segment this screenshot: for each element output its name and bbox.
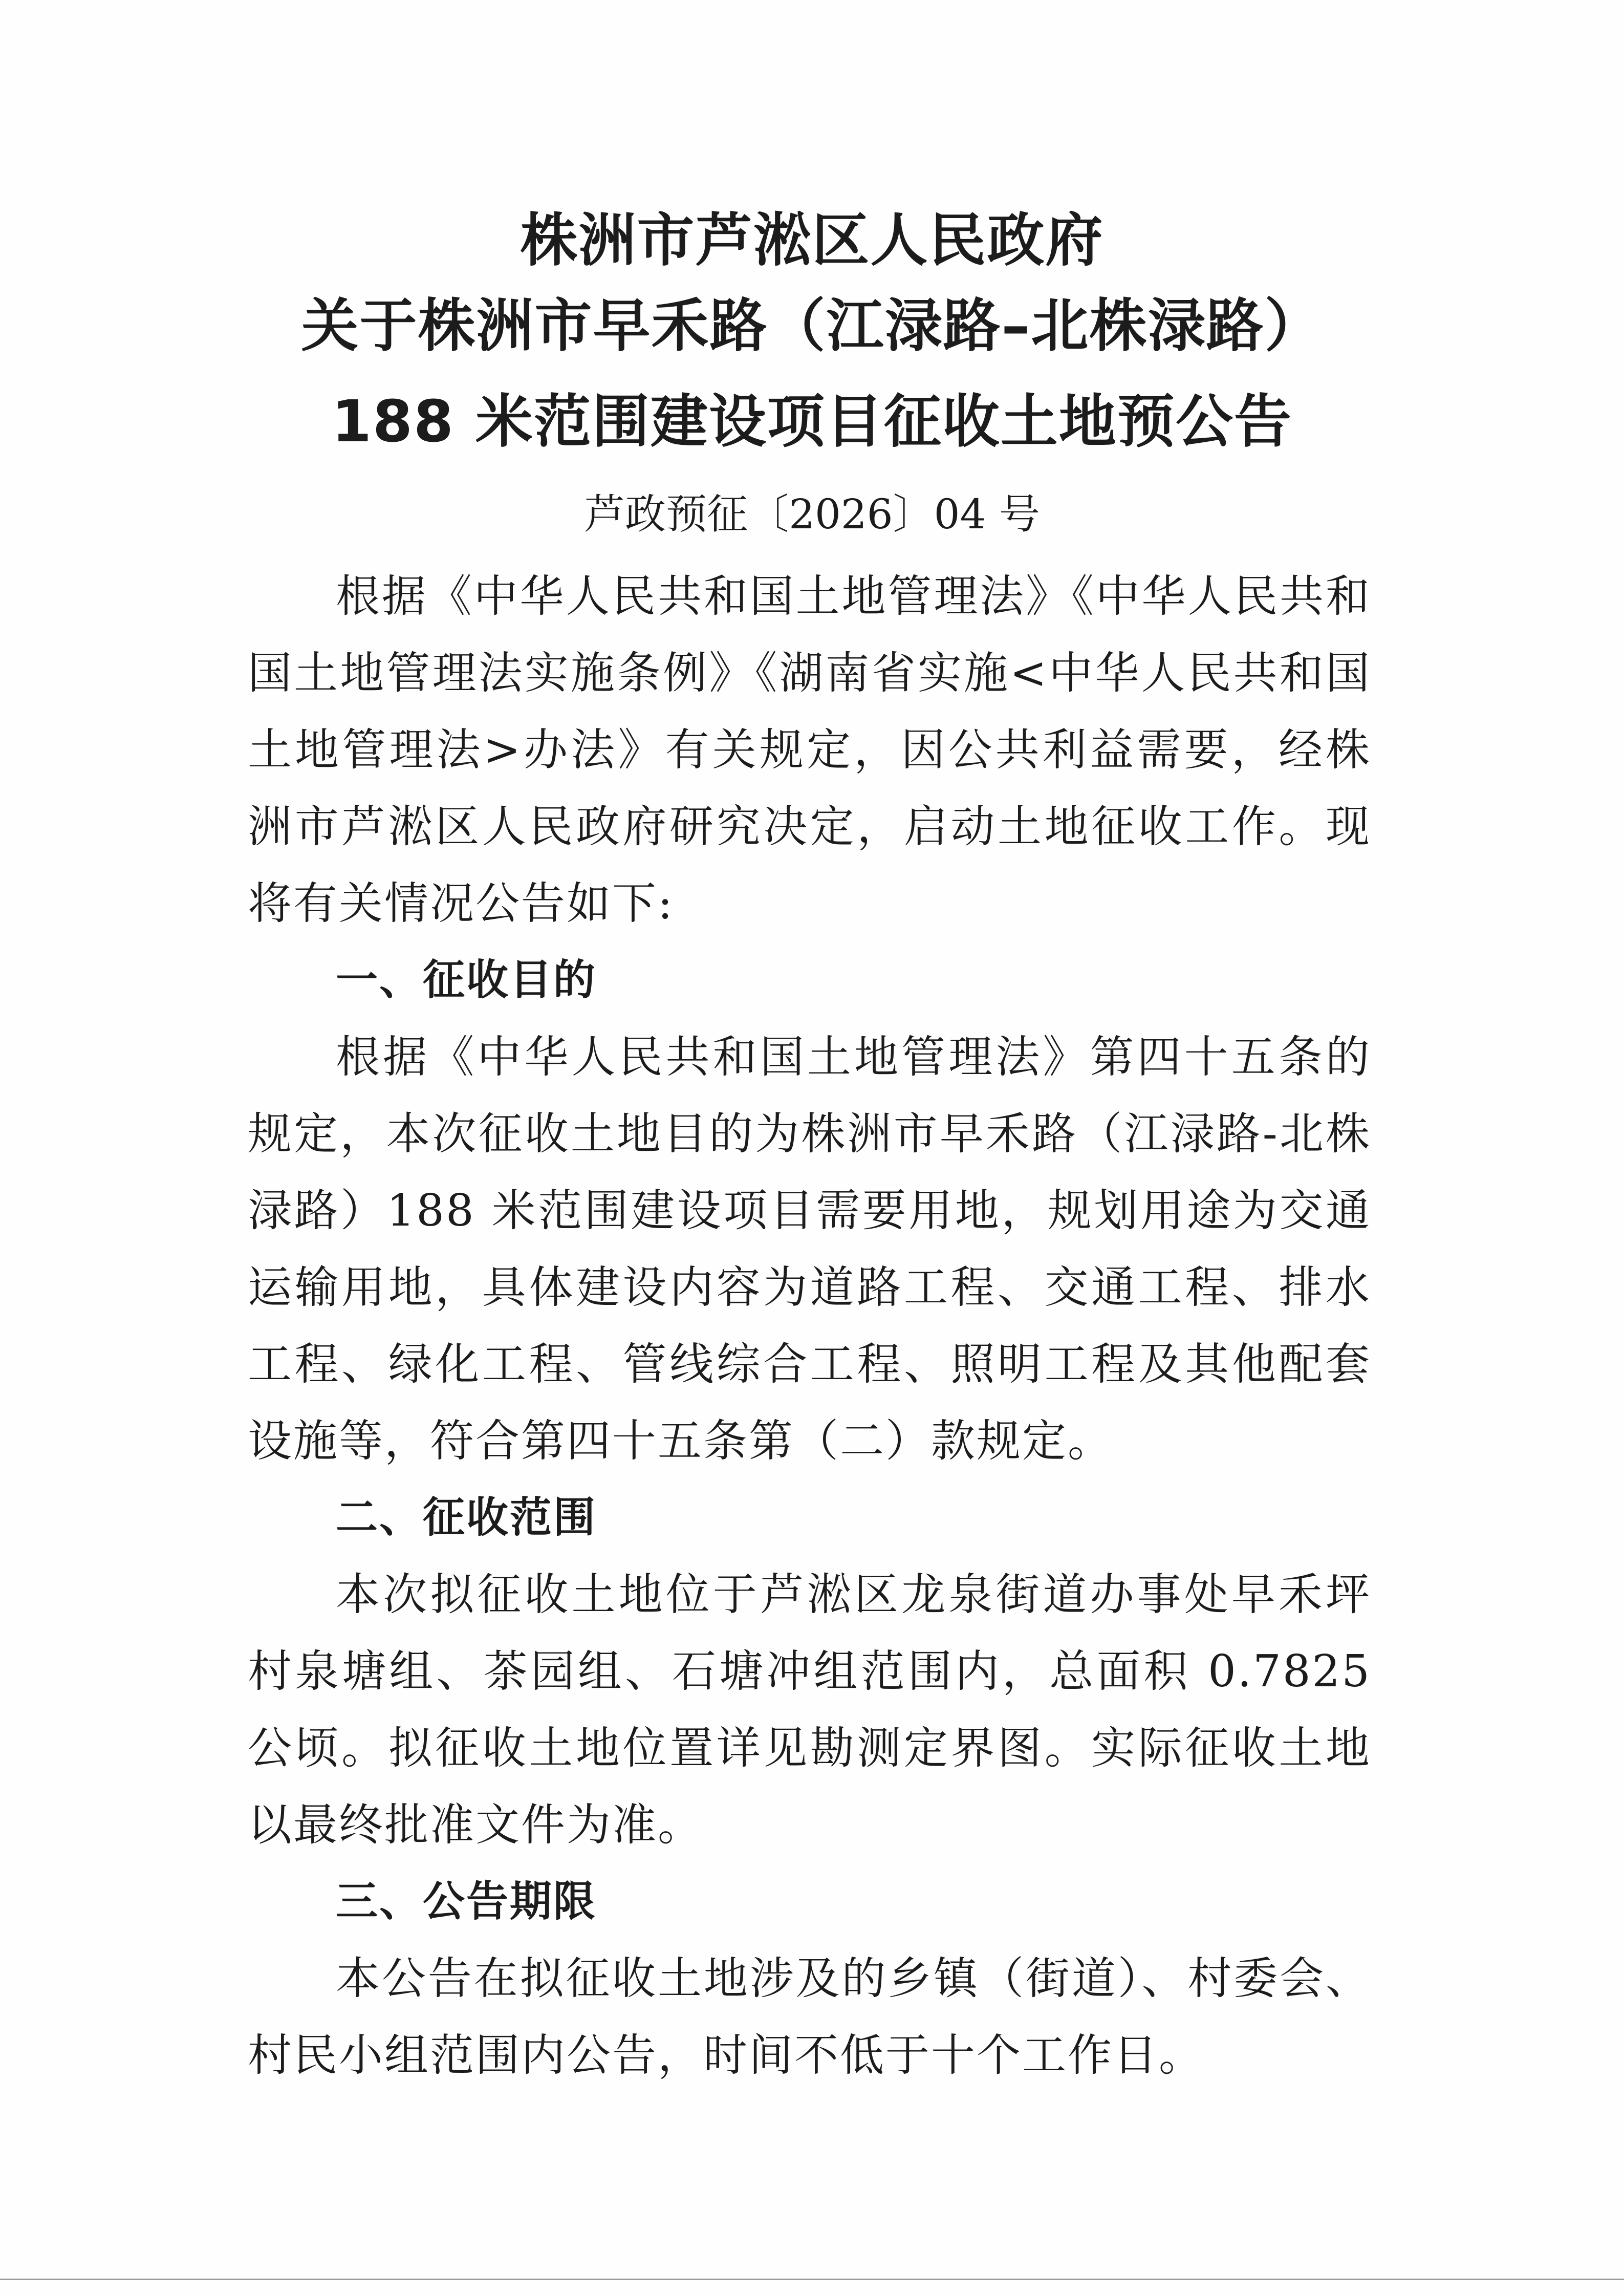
section-heading-purpose: 一、征收目的	[336, 956, 597, 1004]
section-text-purpose: 根据《中华人民共和国土地管理法》第四十五条的规定，本次征收土地目的为株洲市早禾路（江渌路-北株渌路）188 米范围建设项目需要用地，规划用途为交通运输用地，具体建设内容为道路工程、交通工程、排水工程、绿化工程、管线综合工程、照明工程及其他配套设施等，符合第四十五条第（二）款规定。	[248, 1032, 1371, 1467]
intro-paragraph: 根据《中华人民共和国土地管理法》《中华人民共和国土地管理法实施条例》《湖南省实施<中华人民共和国土地管理法>办法》有关规定，因公共利益需要，经株洲市芦淞区人民政府研究决定，启动土地征收工作。现将有关情况公告如下:	[248, 571, 1371, 929]
section-heading-period: 三、公告期限	[336, 1877, 597, 1926]
document-body	[248, 558, 1371, 2094]
title-line-2: 关于株洲市早禾路（江渌路–北株渌路）	[301, 293, 1323, 359]
section-text-period: 本公告在拟征收土地涉及的乡镇（街道）、村委会、村民小组范围内公告，时间不低于十个工作日。	[248, 1953, 1371, 2081]
title-line-1: 株洲市芦淞区人民政府	[520, 207, 1104, 274]
title-line-3: 188 米范围建设项目征收土地预公告	[332, 389, 1292, 455]
page-bottom-rule	[0, 2279, 1624, 2280]
section-heading-scope: 二、征收范围	[336, 1493, 597, 1542]
section-text-scope: 本次拟征收土地位于芦淞区龙泉街道办事处早禾坪村泉塘组、茶园组、石塘冲组范围内，总面积 0.7825 公顷。拟征收土地位置详见勘测定界图。实际征收土地以最终批准文件为准。	[248, 1569, 1371, 1851]
document-number: 芦政预征〔2026〕04 号	[584, 490, 1040, 538]
